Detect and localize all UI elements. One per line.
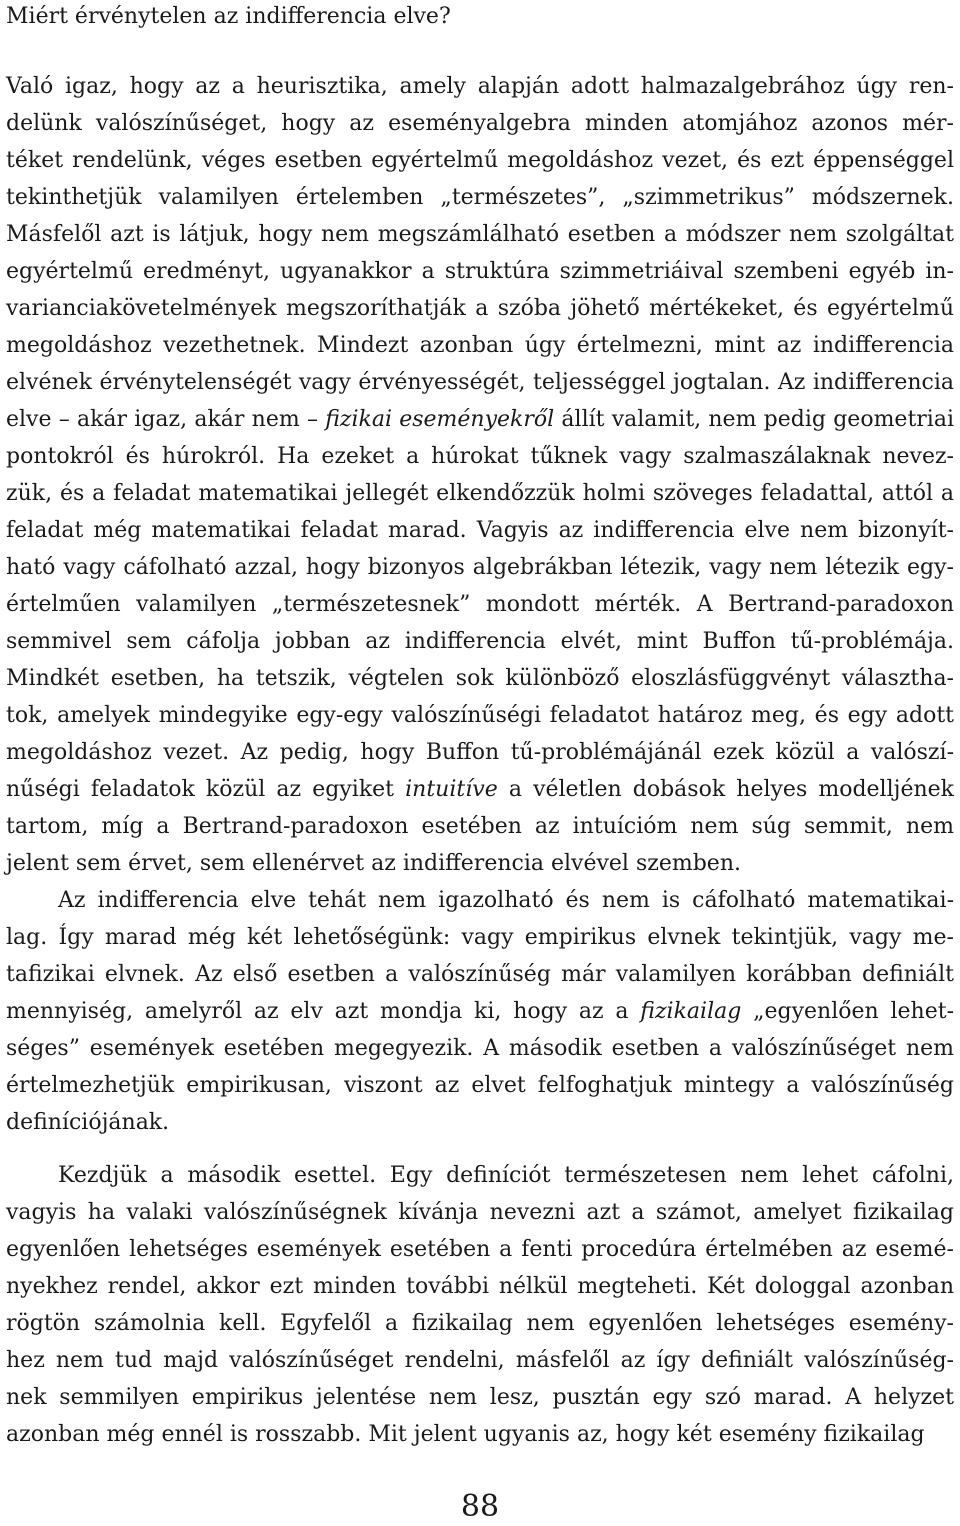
body-text <box>6 68 954 1453</box>
text-line: rögtön számolnia kell. Egyfelől a fizikailag nem egyenlően lehetséges esemény- <box>6 1311 954 1336</box>
text-line: azonban még ennél is rosszabb. Mit jelent ugyanis az, hogy két esemény fizikailag <box>6 1422 925 1447</box>
text-line: Mindkét esetben, ha tetszik, végtelen sok különböző eloszlásfüggvényt választha- <box>6 666 954 691</box>
text-line: megoldáshoz vezet. Az pedig, hogy Buffon tű-problémájánál ezek közül a valószí- <box>6 740 954 765</box>
italic-emphasis: fizikai eseményekről <box>325 407 555 432</box>
text-line: delünk valószínűséget, hogy az eseményalgebra minden atomjához azonos mér- <box>6 111 954 136</box>
text-line: nek semmilyen empirikus jelentése nem lesz, pusztán egy szó marad. A helyzet <box>6 1385 954 1410</box>
text-line: értelmezhetjük empirikusan, viszont az elvet felfoghatjuk mintegy a valószínűség <box>6 1073 954 1098</box>
italic-emphasis: intuitíve <box>405 777 498 802</box>
text-line: megoldáshoz vezethetnek. Mindezt azonban úgy értelmezni, mint az indifferencia <box>6 333 954 358</box>
text-line: semmivel sem cáfolja jobban az indifferencia elvét, mint Buffon tű-problémája. <box>6 629 954 654</box>
text-line: Másfelől azt is látjuk, hogy nem megszámlálható esetben a módszer nem szolgáltat <box>6 222 954 247</box>
text-line: Az indifferencia elve tehát nem igazolható és nem is cáfolható matematikai- <box>58 888 954 913</box>
text-line: nyekhez rendel, akkor ezt minden további nélkül megteheti. Két dologgal azonban <box>6 1274 954 1299</box>
text-line: hez nem tud majd valószínűséget rendelni, másfelől az így definiált valószínűség- <box>6 1348 954 1373</box>
text-line: téket rendelünk, véges esetben egyértelmű megoldáshoz vezet, és ezt éppenséggel <box>6 148 954 173</box>
text-span: elve – akár igaz, akár nem – <box>6 407 326 432</box>
text-line <box>6 771 954 808</box>
text-line: pontokról és húrokról. Ha ezeket a húrokat tűknek vagy szalmaszálaknak nevez- <box>6 444 954 469</box>
text-line: elvének érvénytelenségét vagy érvényességét, teljességgel jogtalan. Az indifferencia <box>6 370 954 395</box>
text-line: Való igaz, hogy az a heurisztika, amely alapján adott halmazalgebrához úgy ren- <box>6 74 954 99</box>
text-span: mennyiség, amelyről az elv azt mondja ki, hogy az a <box>6 999 641 1024</box>
text-line: tartom, míg a Bertrand-paradoxon esetében az intuícióm nem súg semmit, nem <box>6 814 954 839</box>
text-line: vagyis ha valaki valószínűségnek kívánja nevezni azt a számot, amelyet fizikailag <box>6 1200 954 1225</box>
page-heading: Miért érvénytelen az indifferencia elve? <box>6 4 451 29</box>
text-span: a véletlen dobások helyes modelljének <box>497 777 954 802</box>
text-line: egyértelmű eredményt, ugyanakkor a struktúra szimmetriáival szembeni egyéb in- <box>6 259 954 284</box>
text-span: állít valamit, nem pedig geometriai <box>554 407 954 432</box>
text-line: definíciójának. <box>6 1110 170 1135</box>
text-line: varianciakövetelmények megszoríthatják a szóba jöhető mértékeket, és egyértelmű <box>6 296 954 321</box>
text-line <box>6 401 954 438</box>
paragraph-2 <box>6 882 954 1141</box>
text-line: lag. Így marad még két lehetőségünk: vagy empirikus elvnek tekintjük, vagy me- <box>6 925 954 950</box>
text-line: tekinthetjük valamilyen értelemben „természetes”, „szimmetrikus” módszernek. <box>6 185 954 210</box>
text-line <box>6 993 954 1030</box>
text-line: tok, amelyek mindegyike egy-egy valószínűségi feladatot határoz meg, és egy adott <box>6 703 954 728</box>
text-line: zük, és a feladat matematikai jellegét elkendőzzük holmi szöveges feladattal, attól a <box>6 481 954 506</box>
text-line: séges” események esetében megegyezik. A második esetben a valószínűséget nem <box>6 1036 954 1061</box>
paragraph-1 <box>6 68 954 882</box>
text-line: Kezdjük a második esettel. Egy definíciót természetesen nem lehet cáfolni, <box>58 1163 954 1188</box>
text-line: feladat még matematikai feladat marad. Vagyis az indifferencia elve nem bizonyít- <box>6 518 954 543</box>
text-line: értelműen valamilyen „természetesnek” mondott mérték. A Bertrand-paradoxon <box>6 592 954 617</box>
paragraph-gap <box>6 1141 954 1157</box>
text-line: jelent sem érvet, sem ellenérvet az indifferencia elvével szemben. <box>6 851 741 876</box>
text-span: nűségi feladatok közül az egyiket <box>6 777 406 802</box>
page-number: 88 <box>460 1489 500 1524</box>
paragraph-3 <box>6 1157 954 1453</box>
italic-emphasis: fizikailag <box>640 999 742 1024</box>
text-span: „egyenlően lehet- <box>741 999 954 1024</box>
text-line: tafizikai elvnek. Az első esetben a valószínűség már valamilyen korábban definiált <box>6 962 954 987</box>
text-line: ható vagy cáfolható azzal, hogy bizonyos algebrákban létezik, vagy nem létezik egy- <box>6 555 954 580</box>
text-line: egyenlően lehetséges események esetében a fenti procedúra értelmében az esemé- <box>6 1237 954 1262</box>
